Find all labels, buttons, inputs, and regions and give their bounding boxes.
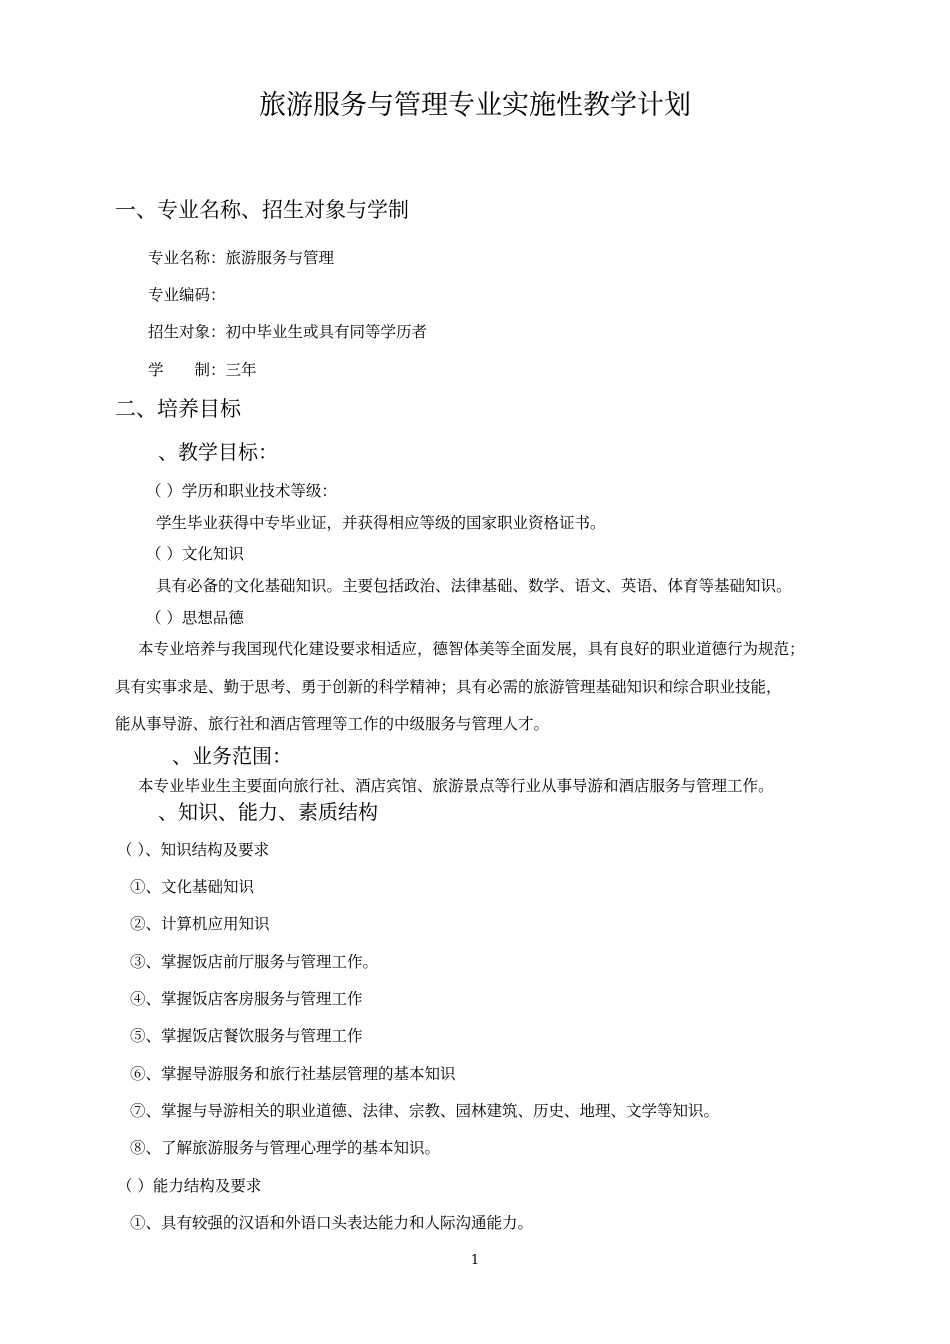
knowledge-item: ⑦、掌握与导游相关的职业道德、法律、宗教、园林建筑、历史、地理、文学等知识。 — [130, 1102, 720, 1120]
knowledge-item: ④、掌握饭店客房服务与管理工作 — [130, 990, 363, 1008]
ability-item: ①、具有较强的汉语和外语口头表达能力和人际沟通能力。 — [130, 1214, 534, 1232]
structure-heading: 、知识、能力、素质结构 — [158, 800, 378, 824]
ability-structure-label: （ ）能力结构及要求 — [117, 1177, 262, 1195]
enrollment-target: 招生对象：初中毕业生或具有同等学历者 — [148, 323, 428, 341]
document-title: 旅游服务与管理专业实施性教学计划 — [259, 90, 691, 121]
teaching-goals-heading: 、教学目标： — [158, 440, 278, 464]
section1-heading: 一、专业名称、招生对象与学制 — [115, 198, 409, 222]
knowledge-item: ⑧、了解旅游服务与管理心理学的基本知识。 — [130, 1139, 441, 1157]
knowledge-item: ②、计算机应用知识 — [130, 915, 270, 933]
duration: 学 制：三年 — [148, 361, 257, 379]
section2-heading: 二、培养目标 — [115, 397, 241, 421]
knowledge-item: ⑤、掌握饭店餐饮服务与管理工作 — [130, 1027, 363, 1045]
major-code: 专业编码： — [148, 286, 226, 304]
page-number: 1 — [470, 1253, 480, 1268]
knowledge-item: ①、文化基础知识 — [130, 878, 255, 896]
education-level-text: 学生毕业获得中专毕业证，并获得相应等级的国家职业资格证书。 — [156, 514, 606, 532]
education-level-label: （ ）学历和职业技术等级： — [146, 482, 337, 500]
moral-text-line: 本专业培养与我国现代化建设要求相适应，德智体美等全面发展，具有良好的职业道德行为规范； — [138, 640, 805, 658]
major-name: 专业名称：旅游服务与管理 — [148, 249, 335, 267]
knowledge-structure-label: （ ）、知识结构及要求 — [117, 841, 270, 859]
knowledge-item: ③、掌握饭店前厅服务与管理工作。 — [130, 953, 379, 971]
culture-knowledge-label: （ ）文化知识 — [146, 545, 244, 563]
business-scope-text: 本专业毕业生主要面向旅行社、酒店宾馆、旅游景点等行业从事导游和酒店服务与管理工作。 — [138, 777, 774, 795]
moral-label: （ ）思想品德 — [146, 609, 244, 627]
knowledge-item: ⑥、掌握导游服务和旅行社基层管理的基本知识 — [130, 1065, 456, 1083]
moral-text-line: 具有实事求是、勤于思考、勇于创新的科学精神；具有必需的旅游管理基础知识和综合职业技能， — [115, 678, 782, 696]
business-scope-heading: 、业务范围： — [172, 744, 292, 768]
moral-text-line: 能从事导游、旅行社和酒店管理等工作的中级服务与管理人才。 — [115, 715, 550, 733]
culture-knowledge-text: 具有必备的文化基础知识。主要包括政治、法律基础、数学、语文、英语、体育等基础知识。 — [156, 577, 792, 595]
